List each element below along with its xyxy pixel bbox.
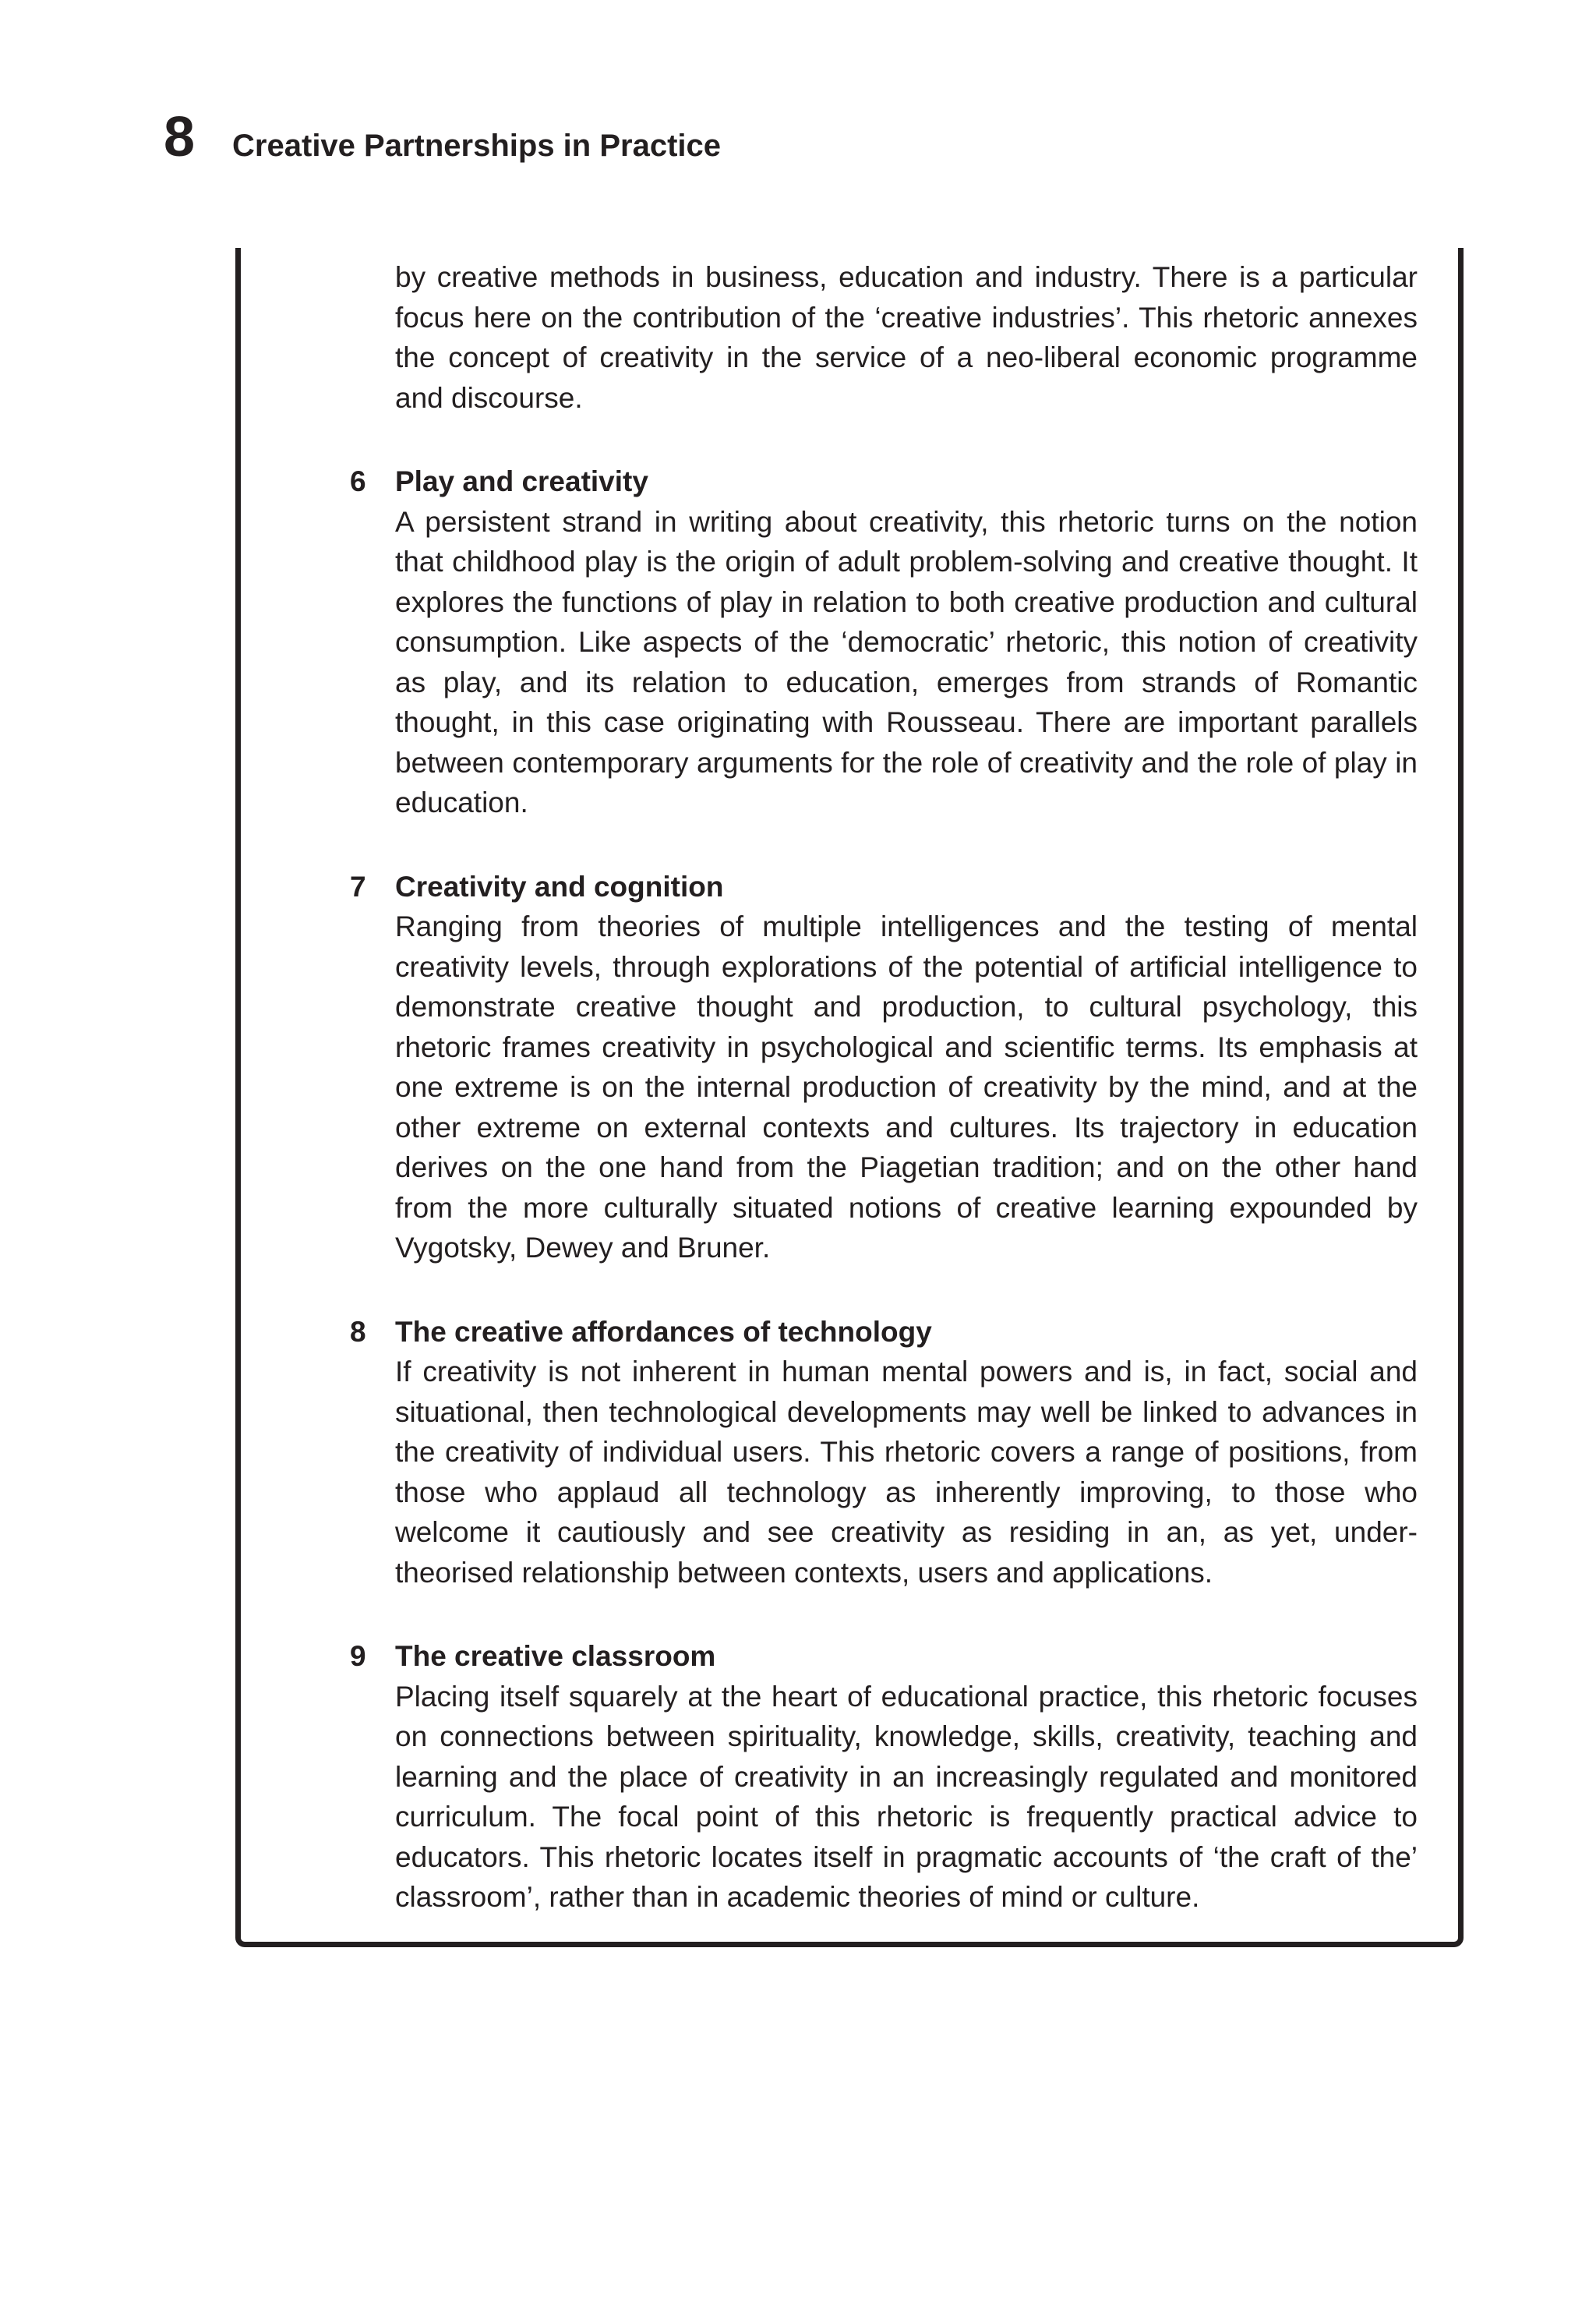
list-item [350,1312,1418,1593]
item-number: 6 [350,465,366,497]
item-number: 8 [350,1315,366,1348]
page-header [164,106,721,179]
item-title: Play and creativity [395,465,648,497]
item-text: If creativity is not inherent in human mental powers and is, in fact, social and situational, then technological developments may well be linked to advances in the creativity of individual users. This rhetoric covers a range of positions, from those who applaud all technology as inherently improving, to those who welcome it cautiously and see creativity as residing in an, as yet, under-theorised relationship between contexts, users and applications. [395,1356,1418,1589]
list-item [350,867,1418,1268]
item-title: The creative affordances of technology [395,1315,932,1348]
running-title: Creative Partnerships in Practice [232,129,721,163]
item-text: Placing itself squarely at the heart of educational practice, this rhetoric focuses on connections between spirituality, knowledge, skills, creativity, teaching and learning and the place of creativity in an increasingly regulated and monitored curriculum. The focal point of this rhetoric is frequently practical advice to educators. This rhetoric locates itself in pragmatic accounts of ‘the craft of the’ classroom’, rather than in academic theories of mind or culture. [395,1680,1418,1913]
intro-paragraph: by creative methods in business, education and industry. There is a particular focus here on the contribution of the ‘creative industries’. This rhetoric annexes the concept of creativity in the service of a neo-liberal economic programme and discourse. [395,261,1418,414]
item-text: A persistent strand in writing about creativity, this rhetoric turns on the notion that childhood play is the origin of adult problem-solving and creative thought. It explores the functions of play in relation to both creative production and cultural consumption. Like aspects of the ‘democratic’ rhetoric, this notion of creativity as play, and its relation to education, emerges from strands of Romantic thought, in this case originating with Rousseau. There are important parallels between contemporary arguments for the role of creativity and the role of play in education. [395,505,1418,818]
item-text: Ranging from theories of multiple intelligences and the testing of mental creativity levels, through explorations of the potential of artificial intelligence to demonstrate creative thought and production, to cultural psychology, this rhetoric frames creativity in psychological and scientific terms. Its emphasis at one extreme is on the internal production of creativity by the mind, and at the other extreme on external contexts and cultures. Its trajectory in education derives on the one hand from the Piagetian tradition; and on the other hand from the more culturally situated notions of creative learning expounded by Vygotsky, Dewey and Bruner. [395,910,1418,1264]
list-item [350,461,1418,823]
page-number: 8 [164,106,196,168]
item-number: 7 [350,870,366,903]
list-item [350,1636,1418,1918]
item-title: The creative classroom [395,1640,716,1672]
item-number: 9 [350,1640,366,1672]
item-title: Creativity and cognition [395,870,724,903]
text-box-content [350,257,1418,1918]
